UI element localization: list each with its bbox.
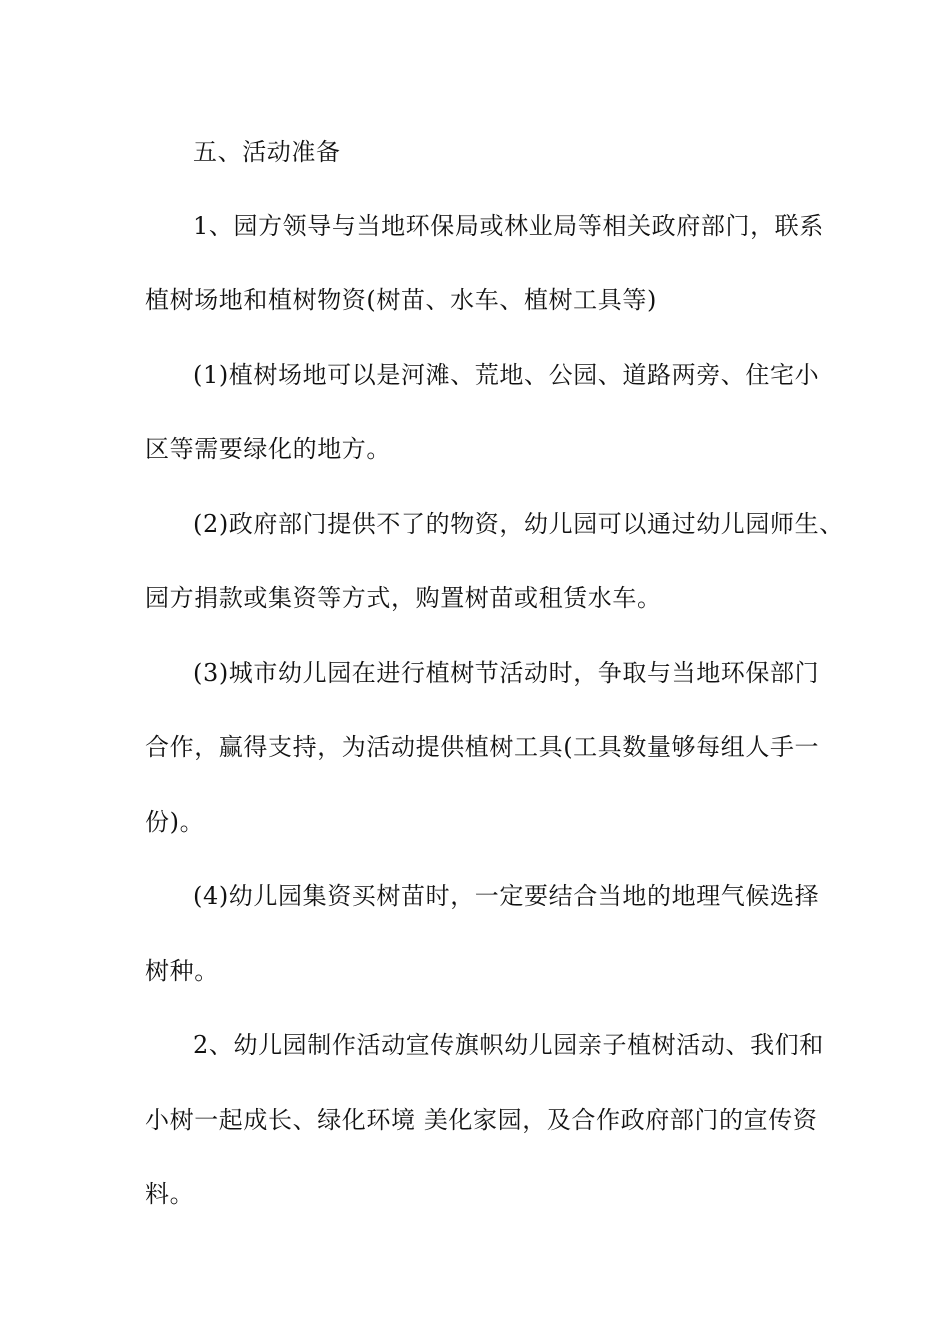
- paragraph-line: 料。: [145, 1180, 195, 1208]
- paragraph-line: 1、园方领导与当地环保局或林业局等相关政府部门，联系: [193, 212, 824, 240]
- paragraph-line: (1)植树场地可以是河滩、荒地、公园、道路两旁、住宅小: [193, 361, 820, 389]
- paragraph-line: 小树一起成长、绿化环境 美化家园，及合作政府部门的宣传资: [145, 1106, 818, 1134]
- paragraph-line: 2、幼儿园制作活动宣传旗帜幼儿园亲子植树活动、我们和: [193, 1031, 824, 1059]
- paragraph-line: 树种。: [145, 957, 219, 985]
- paragraph-line: (4)幼儿园集资买树苗时，一定要结合当地的地理气候选择: [193, 882, 820, 910]
- paragraph-line: 植树场地和植树物资(树苗、水车、植树工具等): [145, 286, 657, 314]
- paragraph-line: (2)政府部门提供不了的物资，幼儿园可以通过幼儿园师生、: [193, 510, 844, 538]
- paragraph-line: 区等需要绿化的地方。: [145, 435, 391, 463]
- section-heading: 五、活动准备: [193, 138, 341, 166]
- paragraph-line: 合作，赢得支持，为活动提供植树工具(工具数量够每组人手一: [145, 733, 820, 761]
- paragraph-line: (3)城市幼儿园在进行植树节活动时，争取与当地环保部门: [193, 659, 820, 687]
- paragraph-line: 园方捐款或集资等方式，购置树苗或租赁水车。: [145, 584, 662, 612]
- paragraph-line: 份)。: [145, 808, 205, 836]
